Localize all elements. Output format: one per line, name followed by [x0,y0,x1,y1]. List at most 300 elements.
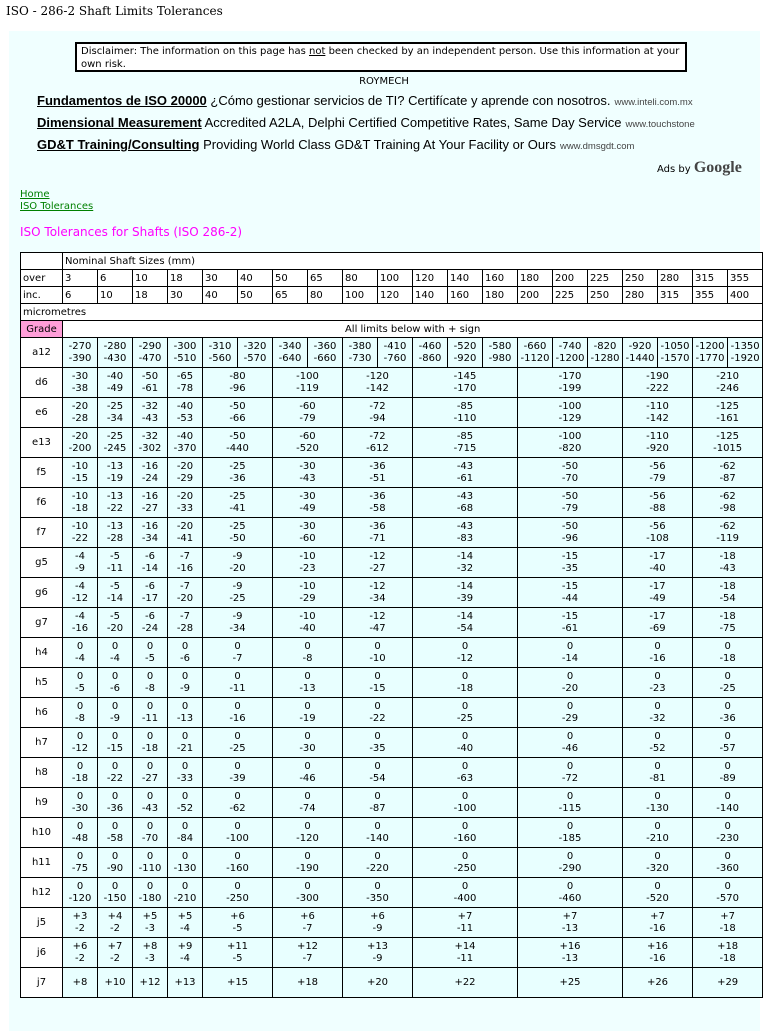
tolerance-cell [518,818,623,848]
lower-limit: -48 [71,832,89,844]
upper-limit: -17 [649,580,666,592]
size-over-cell: 315 [693,270,728,287]
upper-limit: -40 [176,400,194,412]
upper-limit: -340 [278,340,302,352]
tolerance-cell [273,788,343,818]
lower-limit: -100 [226,832,249,844]
lower-limit: -108 [646,532,669,544]
tolerance-cell [133,638,168,668]
lower-limit: -49 [649,592,666,604]
tolerance-cell [693,878,763,908]
lower-limit: -18 [719,652,736,664]
tolerance-cell [693,548,763,578]
nav-link-iso-tolerances[interactable]: ISO Tolerances [20,201,94,212]
tolerance-cell [623,788,693,818]
tolerance-cell [693,818,763,848]
grade-cell: d6 [21,368,63,398]
lower-limit: -43 [719,562,736,574]
upper-limit: -50 [141,370,159,382]
tolerance-cell [203,638,273,668]
tolerance-cell [623,488,693,518]
tolerance-cell [98,398,133,428]
lower-limit: -9 [372,952,383,964]
lower-limit: -1200 [555,352,585,364]
lower-limit: -200 [68,442,92,454]
tolerance-cell [203,338,238,368]
section-heading: ISO Tolerances for Shafts (ISO 286-2) [20,225,243,239]
tolerance-cell [623,338,658,368]
lower-limit: -19 [106,472,124,484]
tolerance-cell [203,908,273,938]
upper-limit: -270 [68,340,92,352]
tolerance-cell [63,698,98,728]
lower-limit: -520 [646,892,669,904]
tolerance-cell [168,938,203,968]
tolerance-cell [168,428,203,458]
tolerance-cell [133,668,168,698]
tolerance-cell [413,488,518,518]
lower-limit: -79 [561,502,579,514]
upper-limit: 0 [181,700,189,712]
lower-limit: -185 [558,832,582,844]
lower-limit: -250 [453,862,477,874]
tolerance-cell [693,518,763,548]
upper-limit: -110 [646,430,669,442]
lower-limit: -41 [176,532,194,544]
upper-limit: 0 [111,730,119,742]
table-row [21,368,763,398]
lower-limit: -23 [299,562,316,574]
upper-limit: -85 [456,430,474,442]
upper-limit: 0 [566,670,574,682]
lower-limit: -53 [176,412,194,424]
upper-limit: -280 [103,340,127,352]
lower-limit: -49 [299,502,316,514]
tolerance-cell [623,698,693,728]
upper-limit: -25 [229,460,246,472]
upper-limit: 0 [566,820,574,832]
tolerance-cell [133,698,168,728]
table-row [21,758,763,788]
size-over-cell: 40 [238,270,273,287]
upper-limit: -25 [229,490,246,502]
lower-limit: -6 [180,652,190,664]
upper-limit: -125 [716,430,739,442]
size-inc-cell: 80 [308,287,343,304]
lower-limit: -83 [456,532,474,544]
table-row [21,878,763,908]
tolerance-cell [98,788,133,818]
upper-limit: 0 [566,880,574,892]
lower-limit: -119 [716,532,739,544]
tolerance-cell [518,788,623,818]
tolerance-cell [203,848,273,878]
upper-limit: -32 [141,430,159,442]
lower-limit: -16 [176,562,194,574]
lower-limit: -11 [141,712,159,724]
tolerance-cell [413,338,448,368]
lower-limit: -36 [719,712,736,724]
lower-limit: -36 [229,472,246,484]
size-inc-cell: 18 [133,287,168,304]
lower-limit: -32 [456,562,474,574]
upper-limit: 0 [76,760,84,772]
table-row [21,938,763,968]
tolerance-cell [98,548,133,578]
site-brand: ROYMECH [359,76,409,87]
size-over-cell: 160 [483,270,518,287]
upper-limit: -100 [558,430,582,442]
upper-limit: +6 [72,940,88,952]
upper-limit: 0 [76,820,84,832]
upper-limit: -56 [649,520,666,532]
tolerance-cell [133,428,168,458]
upper-limit: -1200 [695,340,725,352]
tolerance-cell [133,398,168,428]
lower-limit: -130 [646,802,669,814]
upper-limit: -25 [106,430,124,442]
tolerance-cell [518,638,623,668]
lower-limit: -12 [456,652,474,664]
lower-limit: -17 [141,592,159,604]
upper-limit: -40 [176,430,194,442]
tolerance-cell [308,338,343,368]
lower-limit: -72 [561,772,579,784]
tolerance-cell [518,398,623,428]
lower-limit: -570 [716,892,739,904]
lower-limit: -860 [418,352,442,364]
tolerance-cell [133,758,168,788]
table-row [21,578,763,608]
upper-limit: 0 [724,880,731,892]
tolerance-cell [623,758,693,788]
upper-limit: 0 [374,820,381,832]
tolerance-cell [168,788,203,818]
tolerance-cell [63,458,98,488]
lower-limit: -2 [75,952,85,964]
ad-text: Providing World Class GD&T Training At Your Facility or Ours [203,137,556,152]
tolerance-cell [413,608,518,638]
lower-limit: -110 [453,412,477,424]
lower-limit: -70 [141,832,159,844]
tolerance-cell [273,848,343,878]
lower-limit: -74 [299,802,316,814]
upper-limit: 0 [566,730,574,742]
size-over-cell: 100 [378,270,413,287]
lower-limit: -360 [716,862,739,874]
upper-limit: 0 [111,670,119,682]
ad-headline[interactable]: Dimensional Measurement [37,115,202,130]
table-row [21,398,763,428]
lower-limit: -25 [456,712,474,724]
tolerance-cell [203,428,273,458]
tolerance-cell [693,428,763,458]
tolerance-cell [693,728,763,758]
tolerance-cell [413,638,518,668]
upper-limit: -43 [456,520,474,532]
tolerance-cell [413,398,518,428]
upper-limit: -290 [138,340,162,352]
lower-limit: -170 [453,382,477,394]
lower-limit: -68 [456,502,474,514]
lower-limit: -470 [138,352,162,364]
tolerance-cell [378,338,413,368]
upper-limit: +10 [104,976,126,988]
upper-limit: -5 [110,580,120,592]
upper-limit: -320 [243,340,267,352]
tolerance-cell [273,398,343,428]
upper-limit: -100 [558,400,582,412]
tolerance-cell [518,548,623,578]
tolerance-cell [98,338,133,368]
nav-link-home[interactable]: Home [20,189,50,200]
lower-limit: -28 [176,622,194,634]
ad-headline[interactable]: GD&T Training/Consulting [37,137,200,152]
lower-limit: -24 [141,472,159,484]
tolerance-cell [63,668,98,698]
upper-limit: 0 [181,790,189,802]
upper-limit: +9 [177,940,193,952]
tolerance-cell [623,638,693,668]
upper-limit: -36 [369,490,386,502]
lower-limit: -160 [453,832,477,844]
lower-limit: -180 [138,892,162,904]
tolerance-cell [63,758,98,788]
table-row [21,788,763,818]
tolerance-cell [413,428,518,458]
lower-limit: -290 [558,862,582,874]
tolerance-cell [413,668,518,698]
upper-limit: 0 [304,730,311,742]
upper-limit: -12 [369,550,386,562]
inc-label: inc. [21,287,63,304]
tolerance-cell [98,848,133,878]
size-inc-cell: 200 [518,287,553,304]
tolerance-cell [623,518,693,548]
lower-limit: -47 [369,622,386,634]
tolerance-cell [203,578,273,608]
ad-item[interactable] [37,115,762,133]
ad-headline[interactable]: Fundamentos de ISO 20000 [37,93,207,108]
lower-limit: -20 [176,592,194,604]
tolerance-cell [343,458,413,488]
upper-limit: +16 [559,940,581,952]
tolerance-cell [133,548,168,578]
table-row [21,428,763,458]
lower-limit: -14 [141,562,159,574]
tolerance-cell [623,548,693,578]
lower-limit: -88 [649,502,666,514]
lower-limit: -120 [68,892,92,904]
table-row [21,668,763,698]
grade-cell: e6 [21,398,63,428]
lower-limit: -370 [173,442,197,454]
tolerance-cell [98,728,133,758]
upper-limit: 0 [304,700,311,712]
upper-limit: 0 [724,670,731,682]
tolerance-cell [203,698,273,728]
size-inc-cell: 315 [658,287,693,304]
upper-limit: -9 [232,610,243,622]
lower-limit: -70 [561,472,579,484]
lower-limit: -460 [558,892,582,904]
size-inc-cell: 30 [168,287,203,304]
upper-limit: 0 [724,790,731,802]
tolerance-cell [623,368,693,398]
lower-limit: -29 [299,592,316,604]
upper-limit: 0 [304,670,311,682]
upper-limit: +6 [370,910,385,922]
size-inc-cell: 100 [343,287,378,304]
size-over-cell: 225 [588,270,623,287]
upper-limit: -14 [456,550,474,562]
ad-item[interactable] [37,137,762,155]
lower-limit: -2 [110,952,120,964]
upper-limit: -20 [176,490,194,502]
tolerance-cell [273,938,343,968]
tolerance-cell [273,338,308,368]
grade-cell: j5 [21,908,63,938]
upper-limit: -16 [141,460,159,472]
tolerance-cell [98,488,133,518]
upper-limit: 0 [654,700,661,712]
lower-limit: -8 [145,682,155,694]
size-over-cell: 18 [168,270,203,287]
lower-limit: -44 [561,592,579,604]
upper-limit: -360 [313,340,337,352]
ad-text: ¿Cómo gestionar servicios de TI? Certifícate y aprende con nosotros. [210,93,611,108]
upper-limit: -5 [110,550,120,562]
lower-limit: -22 [71,532,89,544]
lower-limit: -27 [141,502,159,514]
upper-limit: 0 [461,790,469,802]
upper-limit: 0 [234,730,241,742]
upper-limit: -120 [366,370,389,382]
tolerance-cell [343,638,413,668]
lower-limit: -9 [372,922,383,934]
lower-limit: -52 [649,742,666,754]
lower-limit: -21 [176,742,194,754]
lower-limit: -129 [558,412,582,424]
lower-limit: -16 [649,952,666,964]
tolerance-cell [518,938,623,968]
tolerance-cell [693,638,763,668]
upper-limit: -50 [561,460,579,472]
upper-limit: +3 [72,910,88,922]
unit-label: micrometres [21,304,763,321]
upper-limit: 0 [146,700,154,712]
lower-limit: -100 [453,802,477,814]
upper-limit: -80 [229,370,246,382]
ad-url[interactable]: www.dmsgdt.com [559,141,635,152]
tolerance-cell [413,698,518,728]
upper-limit: -1350 [730,340,760,352]
grade-cell: g6 [21,578,63,608]
lower-limit: -18 [141,742,159,754]
upper-limit: -85 [456,400,474,412]
lower-limit: -16 [229,712,246,724]
upper-limit: -10 [71,460,89,472]
lower-limit: -400 [453,892,477,904]
table-row [21,458,763,488]
table-row [21,848,763,878]
lower-limit: -230 [716,832,739,844]
upper-limit: 0 [461,730,469,742]
tolerance-cell [448,338,483,368]
upper-limit: -4 [75,580,85,592]
lower-limit: -28 [106,532,124,544]
upper-limit: -660 [523,340,547,352]
ad-item[interactable] [37,93,762,111]
upper-limit: -125 [716,400,739,412]
upper-limit: -7 [180,580,190,592]
tolerance-cell [623,428,693,458]
tolerance-cell [518,488,623,518]
upper-limit: -65 [176,370,194,382]
tolerance-cell [413,788,518,818]
size-inc-cell: 6 [63,287,98,304]
tolerance-cell [133,878,168,908]
lower-limit: -33 [176,772,194,784]
tolerance-cell [203,758,273,788]
upper-limit: -72 [369,400,386,412]
tolerance-cell [203,788,273,818]
lower-limit: -15 [369,682,386,694]
tolerance-cell [133,338,168,368]
lower-limit: -84 [176,832,194,844]
tolerance-cell [413,548,518,578]
ad-url[interactable]: www.inteli.com.mx [614,97,693,108]
lower-limit: -46 [299,772,316,784]
lower-limit: -3 [145,952,155,964]
lower-limit: -246 [716,382,739,394]
tolerance-cell [343,698,413,728]
tolerance-cell [343,788,413,818]
upper-limit: 0 [654,790,661,802]
tolerance-cell [693,758,763,788]
upper-limit: 0 [111,850,119,862]
tolerance-cell [413,758,518,788]
ads-by-google[interactable] [657,159,742,177]
upper-limit: 0 [304,790,311,802]
upper-limit: 0 [374,640,381,652]
tolerance-cell [273,458,343,488]
upper-limit: -190 [646,370,669,382]
lower-limit: -54 [369,772,386,784]
tolerance-cell [623,968,693,998]
lower-limit: -390 [68,352,92,364]
tolerance-cell [623,878,693,908]
lower-limit: -7 [302,922,313,934]
lower-limit: -43 [141,412,159,424]
upper-limit: -30 [299,490,316,502]
upper-limit: 0 [76,730,84,742]
grade-cell: j6 [21,938,63,968]
upper-limit: -6 [145,580,155,592]
upper-limit: 0 [654,670,661,682]
tolerance-cell [203,398,273,428]
tolerance-cell [518,428,623,458]
upper-limit: -310 [208,340,232,352]
upper-limit: 0 [304,880,311,892]
tolerance-cell [693,578,763,608]
tolerance-cell [168,608,203,638]
tolerance-cell [133,518,168,548]
size-over-cell: 355 [728,270,763,287]
ad-url[interactable]: www.touchstone [625,119,695,130]
lower-limit: -58 [369,502,386,514]
lower-limit: -5 [75,682,85,694]
